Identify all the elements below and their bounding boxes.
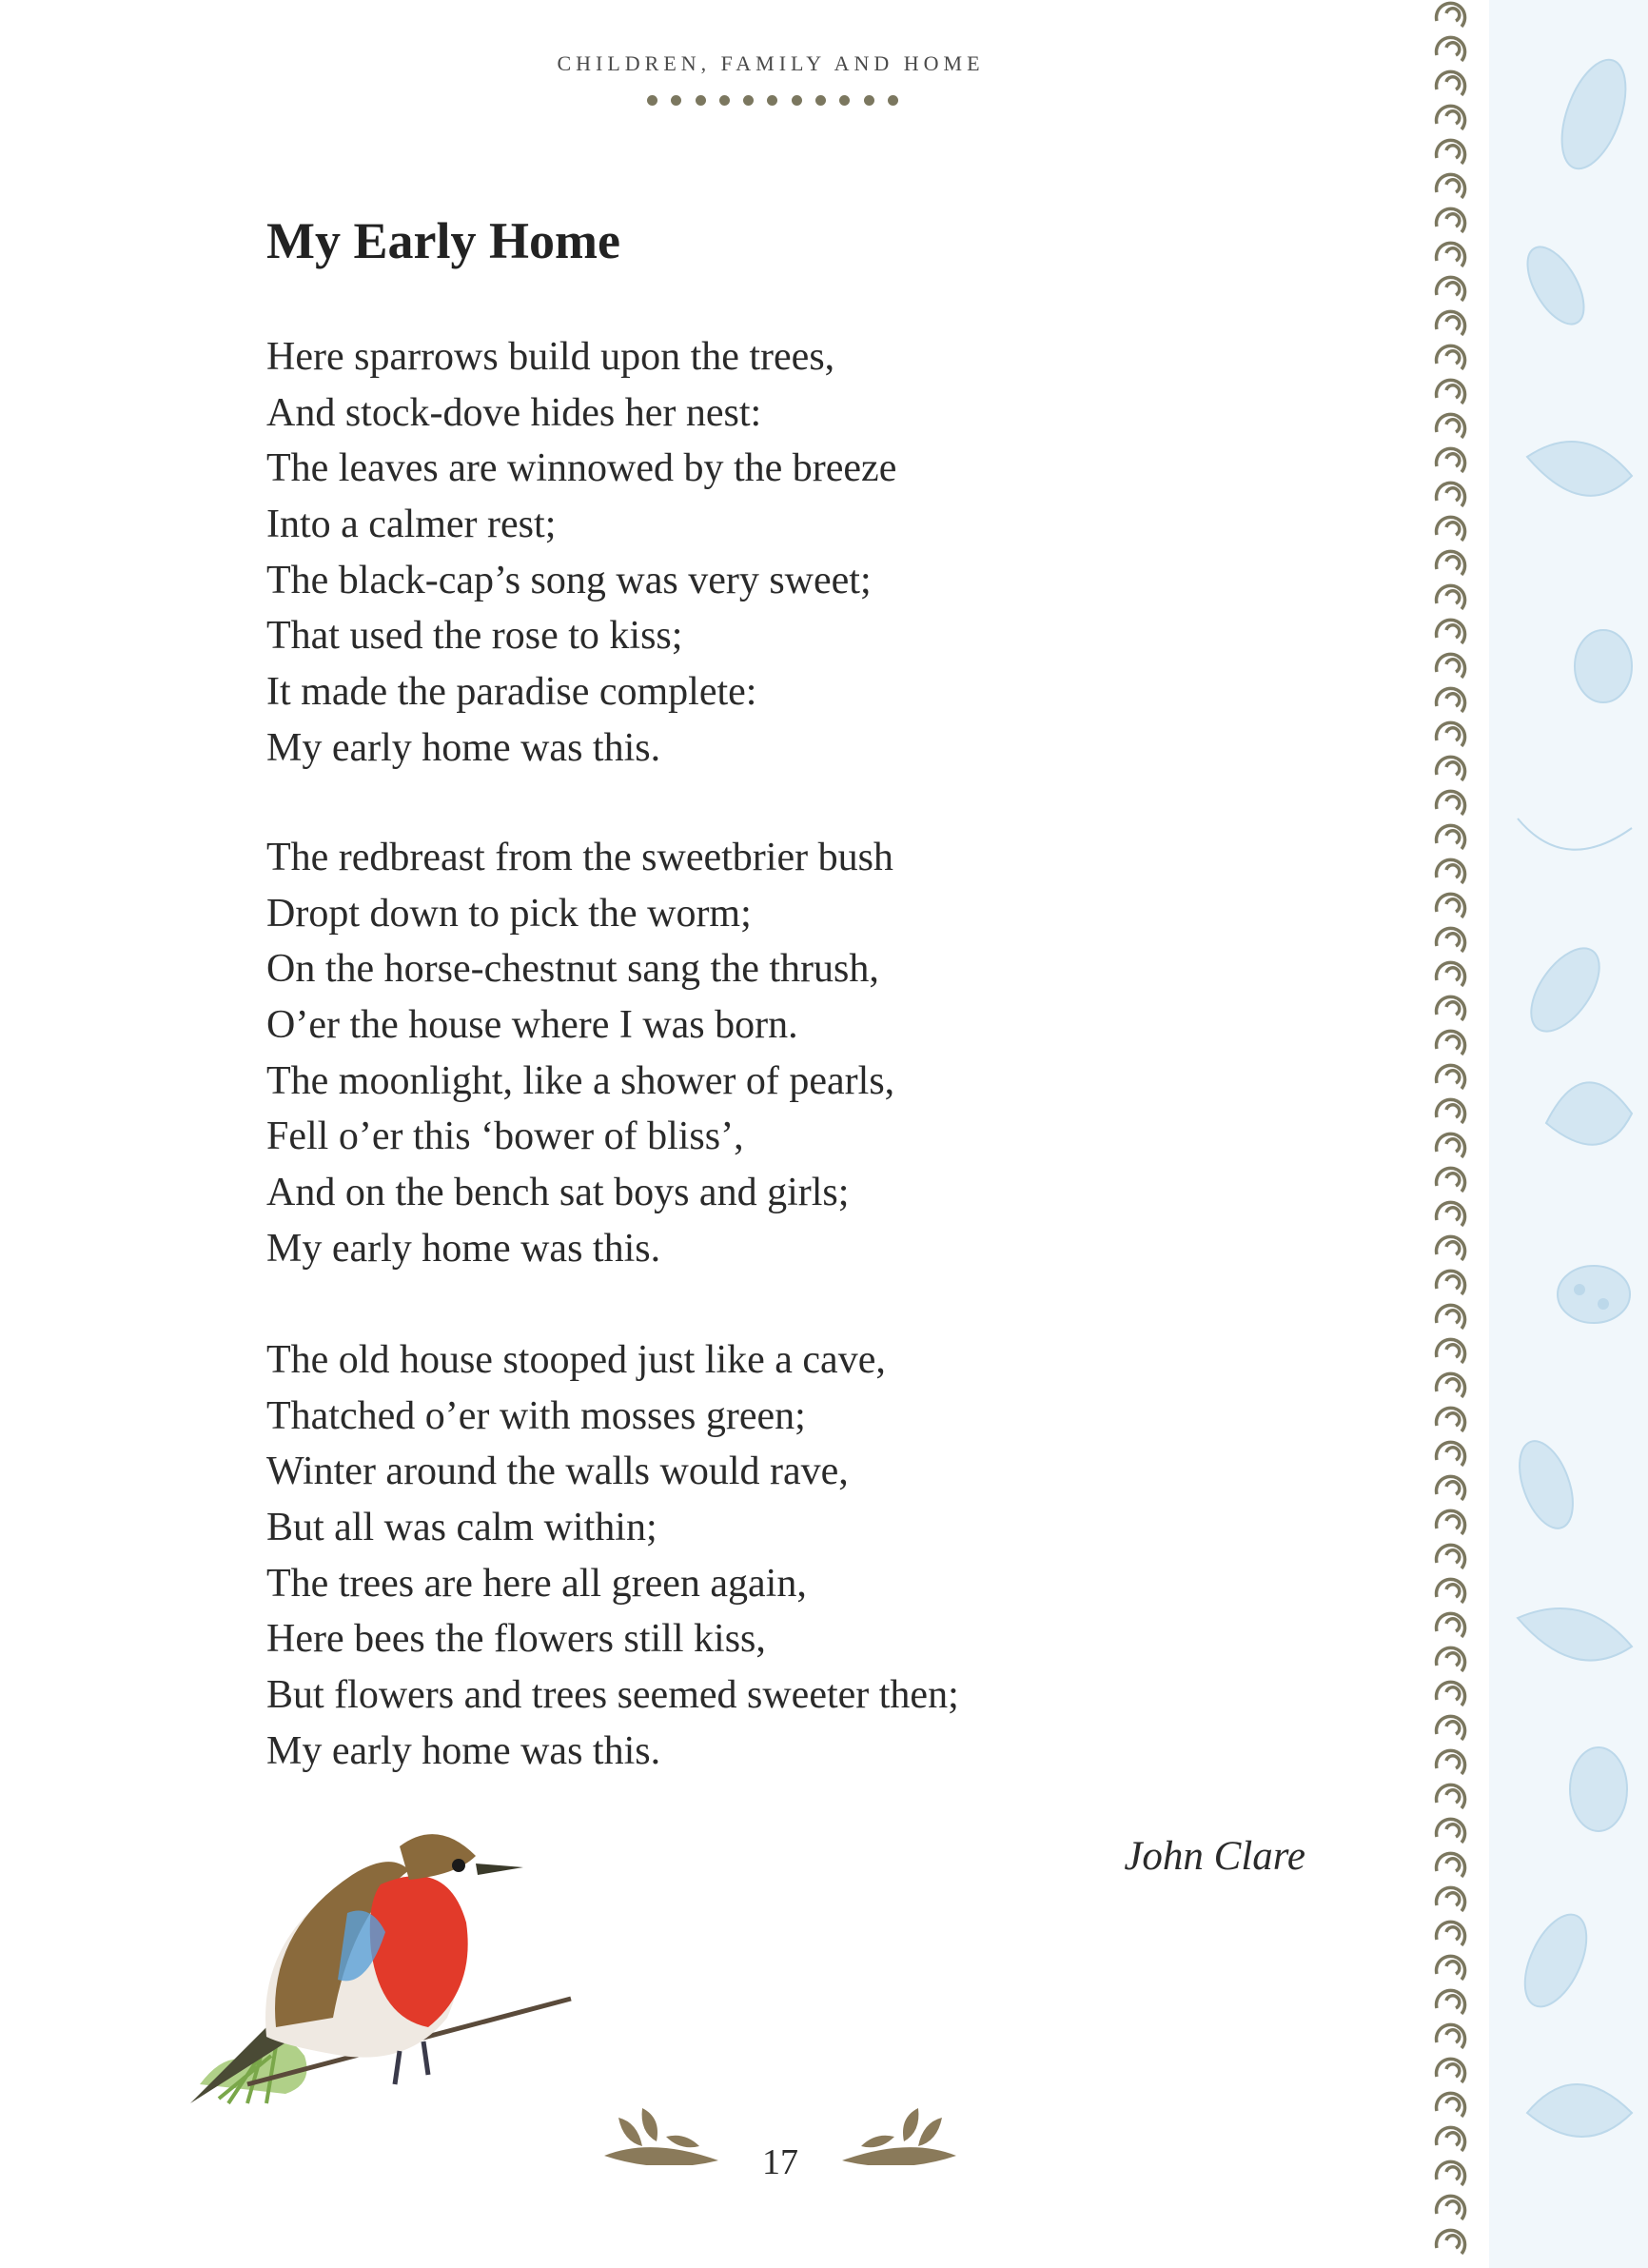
poem-line: And stock-dove hides her nest: — [266, 390, 762, 435]
spiral-motif — [1437, 2196, 1465, 2219]
poem-line: And on the bench sat boys and girls; — [266, 1171, 850, 1215]
spiral-motif — [1437, 37, 1465, 61]
poem-line: My early home was this. — [266, 1728, 661, 1773]
spiral-motif — [1437, 2059, 1465, 2082]
spiral-motif — [1437, 791, 1465, 815]
poem-title: My Early Home — [266, 212, 620, 269]
stanza-2 — [266, 830, 894, 1277]
spiral-motif — [1437, 1853, 1465, 1877]
poem-line: The leaves are winnowed by the breeze — [266, 446, 897, 491]
spiral-motif — [1437, 722, 1465, 746]
spiral-motif — [1437, 243, 1465, 266]
spiral-motif — [1437, 996, 1465, 1020]
spiral-motif — [1437, 962, 1465, 986]
spiral-motif — [1437, 1647, 1465, 1671]
spiral-motif — [1437, 208, 1465, 232]
spiral-motif — [1437, 688, 1465, 712]
spiral-motif — [1437, 1819, 1465, 1843]
poem-line: But all was calm within; — [266, 1506, 657, 1550]
spiral-motif — [1437, 1305, 1465, 1329]
spiral-motif — [1437, 414, 1465, 438]
robin-icon — [162, 1799, 580, 2122]
poem-line: The redbreast from the sweetbrier bush — [266, 836, 893, 879]
spiral-motif — [1437, 1271, 1465, 1294]
spiral-motif — [1437, 1168, 1465, 1192]
spiral-motif — [1437, 1785, 1465, 1808]
poem-line: The old house stooped just like a cave, — [266, 1338, 886, 1382]
poem-line: Fell o’er this ‘bower of bliss’, — [266, 1114, 744, 1159]
spiral-motif — [1437, 106, 1465, 129]
spiral-motif — [1437, 517, 1465, 541]
spiral-motif — [1437, 1682, 1465, 1706]
spiral-motif — [1437, 1613, 1465, 1637]
spiral-motif — [1437, 448, 1465, 472]
leaf-ornament-icon — [837, 2099, 961, 2165]
poem-line: Thatched o’er with mosses green; — [266, 1393, 806, 1438]
poem-line: My early home was this. — [266, 725, 661, 770]
spiral-motif — [1437, 1373, 1465, 1397]
spiral-motif — [1437, 3, 1465, 27]
spiral-motif — [1437, 1922, 1465, 1945]
spiral-motif — [1437, 2127, 1465, 2151]
spiral-motif — [1437, 1545, 1465, 1568]
spiral-motif — [1437, 1716, 1465, 1740]
spiral-motif — [1437, 140, 1465, 164]
spiral-motif — [1437, 1202, 1465, 1226]
poem-line: But flowers and trees seemed sweeter then; — [266, 1673, 959, 1718]
spiral-motif — [1437, 277, 1465, 301]
spiral-motif — [1437, 71, 1465, 95]
spiral-motif — [1437, 311, 1465, 335]
spiral-motif — [1437, 2161, 1465, 2185]
spiral-motif — [1437, 1887, 1465, 1911]
spiral-motif — [1437, 380, 1465, 404]
poem-author: John Clare — [1124, 1834, 1305, 1879]
spiral-motif — [1437, 1510, 1465, 1534]
running-head: CHILDREN, FAMILY AND HOME — [557, 51, 985, 75]
poem-line: Dropt down to pick the worm; — [266, 891, 752, 936]
spiral-motif — [1437, 2230, 1465, 2254]
spiral-motif — [1437, 1408, 1465, 1431]
spiral-motif — [1437, 2093, 1465, 2117]
spiral-motif — [1437, 483, 1465, 506]
spiral-motif — [1437, 1579, 1465, 1603]
poem-line: The black-cap’s song was very sweet; — [266, 558, 872, 602]
spiral-motif — [1437, 1099, 1465, 1123]
header-ornament-dots — [647, 93, 898, 107]
poem-line: Here sparrows build upon the trees, — [266, 335, 835, 379]
poem-line: On the horse-chestnut sang the thrush, — [266, 947, 879, 992]
stanza-3 — [266, 1332, 959, 1780]
spiral-motif — [1437, 1476, 1465, 1500]
spiral-motif — [1437, 345, 1465, 369]
spiral-motif — [1437, 757, 1465, 780]
spiral-motif — [1437, 1990, 1465, 2014]
spiral-motif — [1437, 1750, 1465, 1774]
spiral-motif — [1437, 1442, 1465, 1466]
spiral-motif — [1437, 654, 1465, 678]
poem-line: Here bees the flowers still kiss, — [266, 1617, 766, 1662]
floral-pattern-icon — [1489, 0, 1648, 2268]
poem-line: Winter around the walls would rave, — [266, 1450, 849, 1494]
spiral-motif — [1437, 1134, 1465, 1157]
spiral-motif — [1437, 825, 1465, 849]
spiral-motif — [1437, 620, 1465, 643]
spiral-motif — [1437, 585, 1465, 609]
leaf-ornament-icon — [599, 2099, 723, 2165]
poem-line: O’er the house where I was born. — [266, 1003, 798, 1048]
poem-line: The moonlight, like a shower of pearls, — [266, 1058, 895, 1103]
spiral-border-icon — [1416, 0, 1484, 2268]
poem-line: It made the paradise complete: — [266, 670, 757, 715]
spiral-motif — [1437, 1065, 1465, 1089]
spiral-motif — [1437, 894, 1465, 917]
poem-line: The trees are here all green again, — [266, 1561, 807, 1606]
poem-line: That used the rose to kiss; — [266, 614, 683, 659]
poem-line: Into a calmer rest; — [266, 503, 557, 547]
spiral-motif — [1437, 1236, 1465, 1260]
spiral-motif — [1437, 928, 1465, 952]
spiral-motif — [1437, 1339, 1465, 1363]
spiral-motif — [1437, 551, 1465, 575]
stanza-1 — [266, 329, 896, 777]
poem-line: My early home was this. — [266, 1226, 661, 1271]
spiral-motif — [1437, 1031, 1465, 1055]
spiral-motif — [1437, 859, 1465, 883]
spiral-motif — [1437, 2024, 1465, 2048]
spiral-motif — [1437, 1956, 1465, 1980]
spiral-motif — [1437, 174, 1465, 198]
page-number: 17 — [762, 2142, 798, 2182]
